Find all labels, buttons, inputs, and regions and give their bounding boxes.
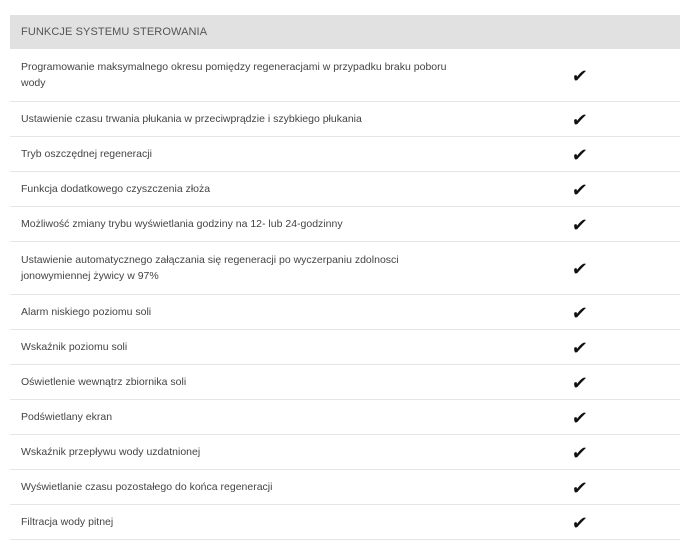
feature-check-cell	[480, 330, 680, 365]
checkmark-icon: ✔	[571, 442, 590, 464]
feature-check-cell	[480, 470, 680, 505]
feature-check-cell	[480, 137, 680, 172]
checkmark-icon: ✔	[571, 477, 590, 499]
table-row	[10, 400, 680, 435]
feature-label: Filtracja wody pitnej	[10, 505, 480, 540]
feature-label: Wskaźnik przepływu wody uzdatnionej	[10, 435, 480, 470]
table-row	[10, 470, 680, 505]
table-row	[10, 49, 680, 102]
checkmark-icon: ✔	[571, 65, 590, 87]
table-row	[10, 435, 680, 470]
feature-label: Podświetlany ekran	[10, 400, 480, 435]
checkmark-icon: ✔	[571, 372, 590, 394]
feature-check-cell	[480, 207, 680, 242]
features-table	[10, 15, 680, 540]
table-row	[10, 242, 680, 295]
checkmark-icon: ✔	[571, 109, 590, 131]
feature-label: Programowanie maksymalnego okresu pomiędzy regeneracjami w przypadku braku poboru wody	[10, 49, 480, 102]
checkmark-icon: ✔	[571, 144, 590, 166]
feature-label: Ustawienie czasu trwania płukania w przeciwprądzie i szybkiego płukania	[10, 102, 480, 137]
checkmark-icon: ✔	[571, 407, 590, 429]
feature-check-cell	[480, 242, 680, 295]
feature-label: Alarm niskiego poziomu soli	[10, 295, 480, 330]
table-row	[10, 505, 680, 540]
feature-check-cell	[480, 435, 680, 470]
feature-label: Wyświetlanie czasu pozostałego do końca regeneracji	[10, 470, 480, 505]
table-row	[10, 172, 680, 207]
feature-label: Oświetlenie wewnątrz zbiornika soli	[10, 365, 480, 400]
feature-check-cell	[480, 172, 680, 207]
checkmark-icon: ✔	[571, 337, 590, 359]
feature-label: Ustawienie automatycznego załączania się regeneracji po wyczerpaniu zdolnosci jonowymiennej żywicy w 97%	[10, 242, 480, 295]
feature-check-cell	[480, 295, 680, 330]
table-row	[10, 137, 680, 172]
table-row	[10, 365, 680, 400]
checkmark-icon: ✔	[571, 258, 590, 280]
table-row	[10, 207, 680, 242]
table-row	[10, 102, 680, 137]
feature-label: Możliwość zmiany trybu wyświetlania godziny na 12- lub 24-godzinny	[10, 207, 480, 242]
table-row	[10, 295, 680, 330]
table-header-row	[10, 15, 680, 49]
checkmark-icon: ✔	[571, 302, 590, 324]
table-header: FUNKCJE SYSTEMU STEROWANIA	[10, 15, 680, 49]
checkmark-icon: ✔	[571, 179, 590, 201]
table-row	[10, 330, 680, 365]
feature-check-cell	[480, 49, 680, 102]
checkmark-icon: ✔	[571, 214, 590, 236]
checkmark-icon: ✔	[571, 512, 590, 534]
feature-label: Funkcja dodatkowego czyszczenia złoża	[10, 172, 480, 207]
feature-check-cell	[480, 505, 680, 540]
feature-label: Wskaźnik poziomu soli	[10, 330, 480, 365]
feature-check-cell	[480, 400, 680, 435]
feature-check-cell	[480, 365, 680, 400]
feature-label: Tryb oszczędnej regeneracji	[10, 137, 480, 172]
feature-check-cell	[480, 102, 680, 137]
